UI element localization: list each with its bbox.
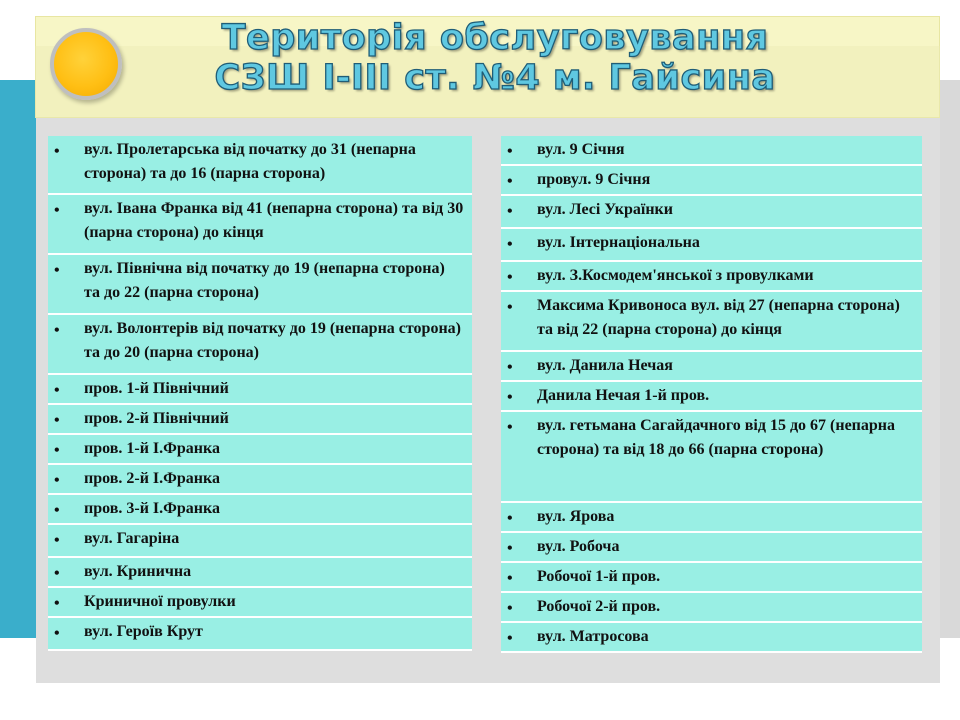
bullet-icon: • [501,411,537,502]
table-row [501,136,922,165]
bullet-icon: • [501,532,537,562]
street-item: вул. Данила Нечая [537,351,922,381]
table-row [48,494,472,524]
table-row [48,524,472,557]
table-row [501,228,922,261]
right-streets-table [501,136,922,653]
bullet-icon: • [48,404,84,434]
bullet-icon: • [48,374,84,404]
bullet-icon: • [48,524,84,557]
bullet-icon: • [48,587,84,617]
table-row [501,261,922,291]
street-item: пров. 2-й І.Франка [84,464,472,494]
street-item: вул. 9 Січня [537,136,922,165]
bullet-icon: • [48,314,84,374]
street-item: пров. 1-й Північний [84,374,472,404]
table-row [501,502,922,532]
bullet-icon: • [501,195,537,228]
bullet-icon: • [501,136,537,165]
table-row [501,165,922,195]
table-row [501,592,922,622]
street-item: вул. Івана Франка від 41 (непарна сторона) та від 30 (парна сторона) до кінця [84,194,472,254]
table-row [501,291,922,351]
street-item: пров. 3-й І.Франка [84,494,472,524]
street-item: вул. Ярова [537,502,922,532]
street-item: вул. Робоча [537,532,922,562]
table-row [48,464,472,494]
table-row [501,411,922,502]
street-item: Робочої 2-й пров. [537,592,922,622]
bullet-icon: • [501,165,537,195]
page-title-line-2: СЗШ І-ІІІ ст. №4 м. Гайсина [214,58,776,98]
street-item: вул. Волонтерів від початку до 19 (непарна сторона) та до 20 (парна сторона) [84,314,472,374]
table-row [501,562,922,592]
bullet-icon: • [501,291,537,351]
table-row [48,194,472,254]
table-row [501,622,922,652]
bullet-icon: • [501,592,537,622]
street-item: Максима Кривоноса вул. від 27 (непарна сторона) та від 22 (парна сторона) до кінця [537,291,922,351]
table-row [48,557,472,587]
right-accent-band [940,80,960,638]
bullet-icon: • [48,494,84,524]
street-item: вул. Північна від початку до 19 (непарна сторона) та до 22 (парна сторона) [84,254,472,314]
street-item: пров. 2-й Північний [84,404,472,434]
street-item: вул. Лесі Українки [537,195,922,228]
bullet-icon: • [48,434,84,464]
bullet-icon: • [48,464,84,494]
page-title [130,18,860,98]
table-row [501,195,922,228]
bullet-icon: • [48,617,84,650]
street-item: вул. З.Космодем'янської з провулками [537,261,922,291]
street-item: вул. Героїв Крут [84,617,472,650]
bullet-icon: • [501,381,537,411]
street-item: вул. гетьмана Сагайдачного від 15 до 67 (непарна сторона) та від 18 до 66 (парна сторона) [537,411,922,502]
sun-icon [50,28,122,100]
bullet-icon: • [48,194,84,254]
table-row [501,532,922,562]
table-row [501,351,922,381]
table-row [501,381,922,411]
street-item: пров. 1-й І.Франка [84,434,472,464]
bullet-icon: • [501,228,537,261]
left-streets-table [48,136,472,651]
bullet-icon: • [48,557,84,587]
bullet-icon: • [501,502,537,532]
street-item: вул. Матросова [537,622,922,652]
street-item: вул. Гагаріна [84,524,472,557]
table-row [48,136,472,194]
table-row [48,434,472,464]
table-row [48,617,472,650]
street-item: вул. Пролетарська від початку до 31 (непарна сторона) та до 16 (парна сторона) [84,136,472,194]
table-row [48,254,472,314]
bullet-icon: • [501,261,537,291]
street-item: Криничної провулки [84,587,472,617]
bullet-icon: • [48,254,84,314]
street-item: вул. Інтернаціональна [537,228,922,261]
table-row [48,404,472,434]
street-item: Данила Нечая 1-й пров. [537,381,922,411]
street-item: провул. 9 Січня [537,165,922,195]
page-title-line-1: Територія обслуговування [221,18,769,58]
bullet-icon: • [501,562,537,592]
left-accent-band [0,80,36,638]
street-item: Робочої 1-й пров. [537,562,922,592]
table-row [48,314,472,374]
table-row [48,374,472,404]
bullet-icon: • [501,351,537,381]
bullet-icon: • [48,136,84,194]
bullet-icon: • [501,622,537,652]
street-item: вул. Кринична [84,557,472,587]
table-row [48,587,472,617]
